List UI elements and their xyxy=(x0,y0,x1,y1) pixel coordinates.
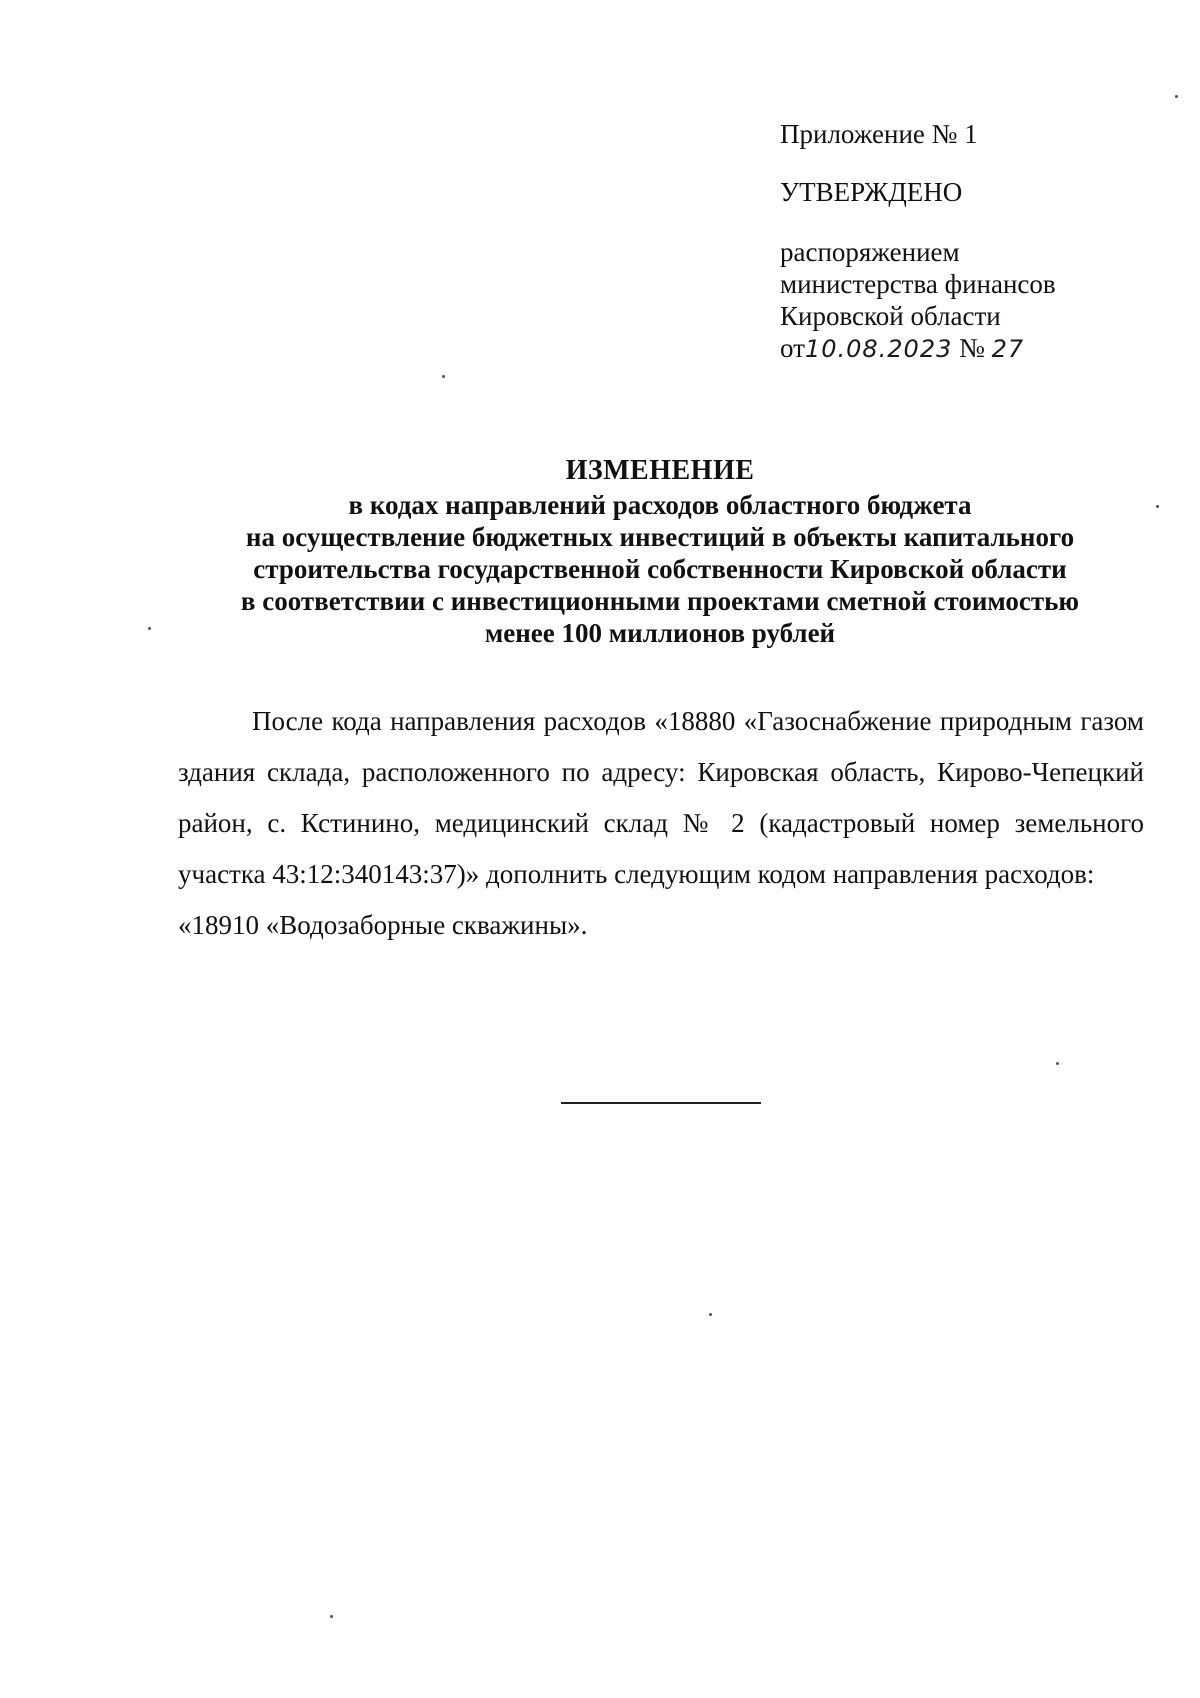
approval-date-line xyxy=(780,332,1160,365)
scan-speck xyxy=(709,1313,712,1316)
scan-speck xyxy=(148,627,151,630)
title-line-3: строительства государственной собственности Кировской области xyxy=(253,554,1067,584)
scan-speck xyxy=(1056,1062,1059,1065)
title-line-1: в кодах направлений расходов областного бюджета xyxy=(348,490,972,520)
body-paragraph: После кода направления расходов «18880 «Газоснабжение природным газом здания склада, расположенного по адресу: Кировская область, Кирово-Чепецкий район, с. Кстинино, медицинский склад № 2 (кадастровый номер земельного участка 43:12:340143:37)» дополнить следующим кодом направления расходов: xyxy=(178,706,1144,889)
number-label: № xyxy=(959,333,985,363)
document-body xyxy=(178,696,1144,951)
appendix-label: Приложение № 1 xyxy=(780,119,978,149)
new-expense-code: «18910 «Водозаборные скважины». xyxy=(178,910,588,940)
approved-stamp-text: УТВЕРЖДЕНО xyxy=(780,177,963,207)
scan-speck xyxy=(1156,505,1159,508)
handwritten-number: 27 xyxy=(991,335,1025,363)
title-line-2: на осуществление бюджетных инвестиций в объекты капитального xyxy=(245,522,1075,552)
approval-line-ministry: министерства финансов xyxy=(780,269,1056,299)
scan-speck xyxy=(330,1615,333,1618)
end-separator-line xyxy=(561,1102,761,1104)
handwritten-date: 10.08.2023 xyxy=(804,335,953,363)
approval-line-region: Кировской области xyxy=(780,301,1001,331)
approval-block xyxy=(780,118,1160,365)
scan-speck xyxy=(1175,95,1178,98)
title-heading: ИЗМЕНЕНИЕ xyxy=(565,455,755,486)
title-line-5: менее 100 миллионов рублей xyxy=(484,618,836,648)
document-title xyxy=(160,455,1160,649)
approval-line-order: распоряжением xyxy=(780,237,960,267)
scan-speck xyxy=(442,375,445,378)
title-line-4: в соответствии с инвестиционными проектами сметной стоимостью xyxy=(240,586,1080,616)
date-prefix: от xyxy=(780,333,805,363)
